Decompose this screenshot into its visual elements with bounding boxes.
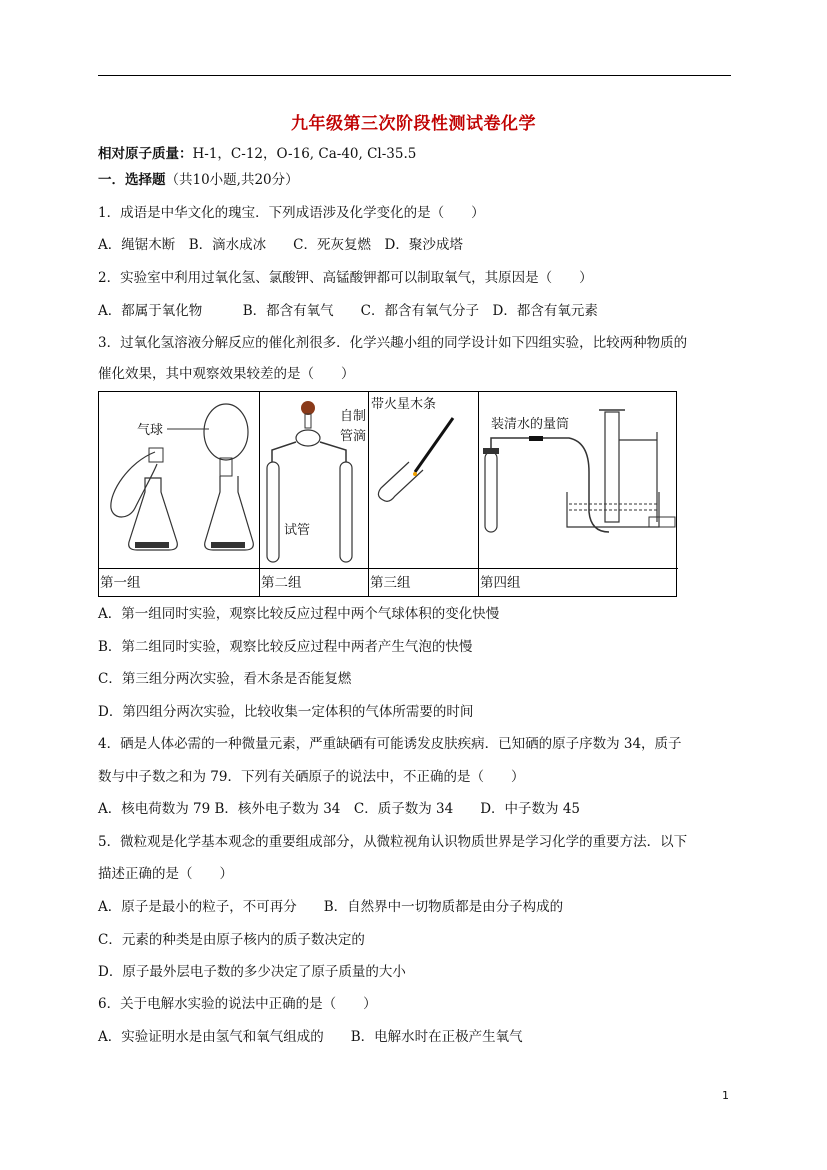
header-rule: [98, 75, 731, 76]
q1-options: A．绳锯木断 B．滴水成冰 C．死灰复燃 D．聚沙成塔: [98, 237, 463, 253]
q1-stem: 1．成语是中华文化的瑰宝．下列成语涉及化学变化的是（ ）: [98, 205, 485, 221]
section-heading-title: 一．选择题: [98, 172, 166, 188]
q3-option-b: B．第二组同时实验，观察比较反应过程中两者产生气泡的快慢: [98, 639, 473, 655]
q4-stem-line1: 4．硒是人体必需的一种微量元素，严重缺硒有可能诱发皮肤疾病．已知硒的原子序数为 34，质子: [98, 736, 682, 752]
q5-option-ab: A．原子是最小的粒子，不可再分 B．自然界中一切物质都是由分子构成的: [98, 899, 564, 915]
balloon-callout-label: 气球: [137, 423, 164, 438]
figure-label-group2: 第二组: [260, 568, 368, 597]
exam-title: 九年级第三次阶段性测试卷化学: [291, 114, 536, 134]
q6-stem: 6．关于电解水实验的说法中正确的是（ ）: [98, 996, 377, 1012]
section-heading: [98, 171, 299, 189]
q3-stem-line2: 催化效果，其中观察效果较差的是（ ）: [98, 366, 355, 382]
splint-callout-label: 带火星木条: [371, 397, 437, 412]
q5-stem-line2: 描述正确的是（ ）: [98, 866, 233, 882]
cylinder-callout-label: 装清水的量筒: [491, 417, 570, 432]
page-number: 1: [722, 1089, 729, 1102]
dropper-callout-line2: 管滴: [340, 429, 367, 444]
q6-option-ab: A．实验证明水是由氢气和氧气组成的 B．电解水时在正极产生氧气: [98, 1029, 523, 1045]
q3-option-c: C．第三组分两次实验，看木条是否能复燃: [98, 671, 352, 687]
q4-stem-line2: 数与中子数之和为 79．下列有关硒原子的说法中，不正确的是（ ）: [98, 769, 525, 785]
figure-cell-group2: [260, 392, 369, 596]
atomic-mass-line: [98, 145, 416, 163]
group2-apparatus-drawing: [260, 392, 368, 568]
q5-option-c: C．元素的种类是由原子核内的质子数决定的: [98, 932, 365, 948]
atomic-mass-values: H-1，C-12，O-16, Ca-40, Cl-35.5: [192, 146, 417, 162]
q3-stem-line1: 3．过氧化氢溶液分解反应的催化剂很多．化学兴趣小组的同学设计如下四组实验，比较两种物质的: [98, 335, 688, 351]
q2-options: A．都属于氧化物 B．都含有氧气 C．都含有氧气分子 D．都含有氧元素: [98, 303, 598, 319]
q2-stem: 2．实验室中利用过氧化氢、氯酸钾、高锰酸钾都可以制取氧气，其原因是（ ）: [98, 270, 593, 286]
dropper-callout-line1: 自制: [340, 409, 367, 424]
group3-apparatus-drawing: [369, 392, 479, 568]
figure-cell-group4: [479, 392, 678, 596]
section-heading-note: （共10小题,共20分）: [165, 172, 299, 188]
q3-figure-table: [98, 391, 677, 597]
q3-option-a: A．第一组同时实验，观察比较反应过程中两个气球体积的变化快慢: [98, 606, 500, 622]
figure-cell-group3: [369, 392, 479, 596]
figure-cell-group1: [99, 392, 260, 596]
group4-apparatus-drawing: [479, 392, 677, 568]
q5-stem-line1: 5．微粒观是化学基本观念的重要组成部分，从微粒视角认识物质世界是学习化学的重要方法．以下: [98, 834, 688, 850]
q4-options: A．核电荷数为 79 B．核外电子数为 34 C．质子数为 34 D．中子数为 45: [98, 801, 580, 817]
figure-label-group1: 第一组: [99, 568, 259, 597]
atomic-mass-label: 相对原子质量：: [98, 146, 193, 162]
figure-label-group3: 第三组: [369, 568, 478, 597]
group1-apparatus-drawing: [99, 392, 259, 568]
figure-label-group4: 第四组: [479, 568, 678, 597]
q5-option-d: D．原子最外层电子数的多少决定了原子质量的大小: [98, 964, 406, 980]
q3-option-d: D．第四组分两次实验，比较收集一定体积的气体所需要的时间: [98, 704, 474, 720]
test-tube-callout: 试管: [284, 523, 311, 538]
